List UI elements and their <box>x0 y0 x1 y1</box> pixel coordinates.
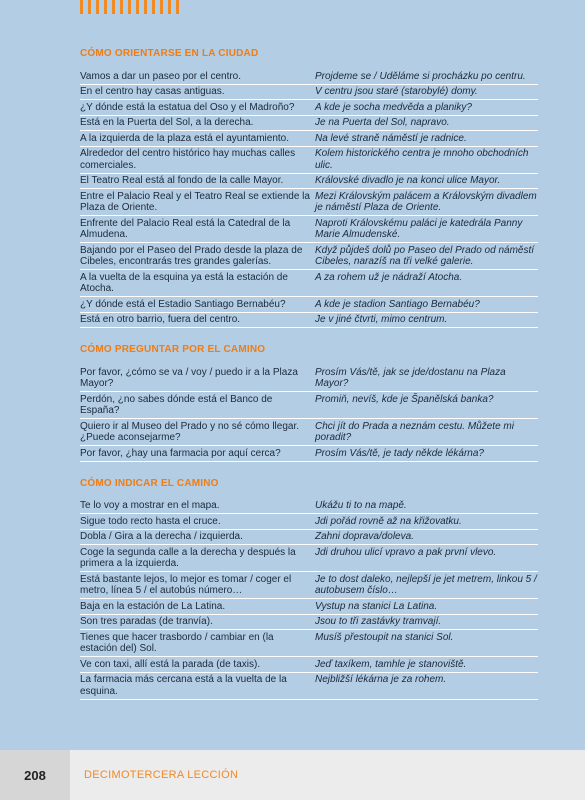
table-row <box>80 545 538 572</box>
section-orientation <box>80 48 538 328</box>
spanish-phrase: Te lo voy a mostrar en el mapa. <box>80 500 220 511</box>
section-title: CÓMO ORIENTARSE EN LA CIUDAD <box>80 48 259 59</box>
czech-translation: Na levé straně náměstí je radnice. <box>315 132 467 144</box>
czech-translation: A kde je socha medvěda a planiky? <box>315 101 472 113</box>
czech-translation: A za rohem už je nádraží Atocha. <box>315 271 463 283</box>
spanish-phrase: Por favor, ¿hay una farmacia por aquí cerca? <box>80 447 281 459</box>
czech-translation: Když půjdeš dolů po Paseo del Prado od náměstí Cibeles, narazíš na tři velké galerie. <box>315 244 535 267</box>
table-row <box>80 313 538 329</box>
table-row <box>80 657 538 673</box>
spanish-phrase: A la izquierda de la plaza está el ayuntamiento. <box>80 132 290 144</box>
spanish-phrase: ¿Y dónde está la estatua del Oso y el Madroño? <box>80 101 295 113</box>
spanish-phrase: ¿Y dónde está el Estadio Santiago Bernabéu? <box>80 298 286 310</box>
table-row <box>80 174 538 190</box>
czech-translation: Královské divadlo je na konci ulice Mayor. <box>315 175 501 186</box>
phrase-table <box>80 499 538 700</box>
czech-translation: V centru jsou staré (starobylé) domy. <box>315 86 478 97</box>
spanish-phrase: Coge la segunda calle a la derecha y después la primera a la izquierda. <box>80 546 296 569</box>
czech-translation: Je na Puerta del Sol, napravo. <box>315 117 450 128</box>
page-footer <box>0 750 585 800</box>
table-row <box>80 419 538 446</box>
table-row <box>80 131 538 147</box>
czech-translation: Projdeme se / Uděláme si procházku po centru. <box>315 70 526 82</box>
spanish-phrase: En el centro hay casas antiguas. <box>80 86 225 97</box>
table-row <box>80 216 538 243</box>
spanish-phrase: Son tres paradas (de tranvía). <box>80 616 213 627</box>
decorative-stripes <box>80 0 179 14</box>
table-row <box>80 499 538 515</box>
table-row <box>80 365 538 392</box>
czech-translation: Zahni doprava/doleva. <box>315 531 414 542</box>
spanish-phrase: Está en la Puerta del Sol, a la derecha. <box>80 117 254 128</box>
page-number: 208 <box>0 750 70 800</box>
table-row <box>80 599 538 615</box>
czech-translation: Vystup na stanici La Latina. <box>315 600 438 612</box>
table-row <box>80 116 538 132</box>
spanish-phrase: Enfrente del Palacio Real está la Catedral de la Almudena. <box>80 217 291 240</box>
czech-translation: Jsou to tři zastávky tramvají. <box>315 616 442 627</box>
table-row <box>80 270 538 297</box>
section-title: CÓMO INDICAR EL CAMINO <box>80 477 219 489</box>
table-row <box>80 446 538 462</box>
czech-translation: Mezi Královským palácem a Královským divadlem je náměstí Plaza de Oriente. <box>315 190 537 213</box>
phrase-table <box>80 365 538 462</box>
czech-translation: Kolem historického centra je mnoho obchodních ulic. <box>315 148 529 171</box>
lesson-title: DECIMOTERCERA LECCIÓN <box>84 769 239 781</box>
spanish-phrase: Perdón, ¿no sabes dónde está el Banco de España? <box>80 393 273 416</box>
czech-translation: Je v jiné čtvrti, mimo centrum. <box>315 314 448 325</box>
section-asking-directions <box>80 344 538 462</box>
spanish-phrase: Está en otro barrio, fuera del centro. <box>80 314 241 325</box>
czech-translation: Prosím Vás/tě, jak se jde/dostanu na Plaza Mayor? <box>315 366 506 389</box>
section-title: CÓMO PREGUNTAR POR EL CAMINO <box>80 344 266 355</box>
spanish-phrase: Sigue todo recto hasta el cruce. <box>80 515 221 527</box>
czech-translation: Ukážu ti to na mapě. <box>315 500 407 511</box>
czech-translation: Jdi druhou ulicí vpravo a pak první vlevo. <box>315 546 497 558</box>
czech-translation: A kde je stadion Santiago Bernabéu? <box>315 298 480 310</box>
table-row <box>80 615 538 631</box>
czech-translation: Je to dost daleko, nejlepší je jet metrem, linkou 5 / autobusem číslo… <box>315 573 537 596</box>
phrase-content <box>80 48 538 716</box>
table-row <box>80 189 538 216</box>
spanish-phrase: Entre el Palacio Real y el Teatro Real se extiende la Plaza de Oriente. <box>80 190 310 213</box>
spanish-phrase: La farmacia más cercana está a la vuelta de la esquina. <box>80 674 287 697</box>
table-row <box>80 147 538 174</box>
spanish-phrase: Quiero ir al Museo del Prado y no sé cómo llegar. ¿Puede aconsejarme? <box>80 420 299 443</box>
table-row <box>80 243 538 270</box>
czech-translation: Prosím Vás/tě, je tady někde lékárna? <box>315 447 484 459</box>
phrase-table <box>80 69 538 328</box>
table-row <box>80 572 538 599</box>
spanish-phrase: A la vuelta de la esquina ya está la estación de Atocha. <box>80 271 288 294</box>
czech-translation: Jdi pořád rovně až na křižovatku. <box>315 515 462 527</box>
czech-translation: Promiň, nevíš, kde je Španělská banka? <box>315 393 494 405</box>
table-row <box>80 100 538 116</box>
spanish-phrase: Vamos a dar un paseo por el centro. <box>80 70 242 82</box>
table-row <box>80 673 538 700</box>
spanish-phrase: Baja en la estación de La Latina. <box>80 600 226 612</box>
table-row <box>80 514 538 530</box>
spanish-phrase: Ve con taxi, allí está la parada (de taxis). <box>80 658 261 670</box>
table-row <box>80 85 538 101</box>
table-row <box>80 69 538 85</box>
czech-translation: Jeď taxíkem, tamhle je stanoviště. <box>315 658 467 670</box>
table-row <box>80 530 538 546</box>
czech-translation: Nejbližší lékárna je za rohem. <box>315 674 447 685</box>
czech-translation: Musíš přestoupit na stanici Sol. <box>315 631 454 643</box>
spanish-phrase: Alrededor del centro histórico hay muchas calles comerciales. <box>80 148 296 171</box>
czech-translation: Naproti Královskému paláci je katedrála Panny Marie Almudenské. <box>315 217 523 240</box>
table-row <box>80 297 538 313</box>
spanish-phrase: Dobla / Gira a la derecha / izquierda. <box>80 531 243 542</box>
spanish-phrase: Bajando por el Paseo del Prado desde la plaza de Cibeles, encontrarás tres grandes galerías. <box>80 244 303 267</box>
spanish-phrase: Tienes que hacer trasbordo / cambiar en (la estación del) Sol. <box>80 631 274 654</box>
section-giving-directions <box>80 478 538 700</box>
table-row <box>80 392 538 419</box>
spanish-phrase: Está bastante lejos, lo mejor es tomar / coger el metro, línea 5 / el autobús número… <box>80 573 292 596</box>
czech-translation: Chci jít do Prada a neznám cestu. Můžete mi poradit? <box>315 420 514 443</box>
spanish-phrase: El Teatro Real está al fondo de la calle Mayor. <box>80 175 284 186</box>
table-row <box>80 630 538 657</box>
spanish-phrase: Por favor, ¿cómo se va / voy / puedo ir a la Plaza Mayor? <box>80 366 298 389</box>
